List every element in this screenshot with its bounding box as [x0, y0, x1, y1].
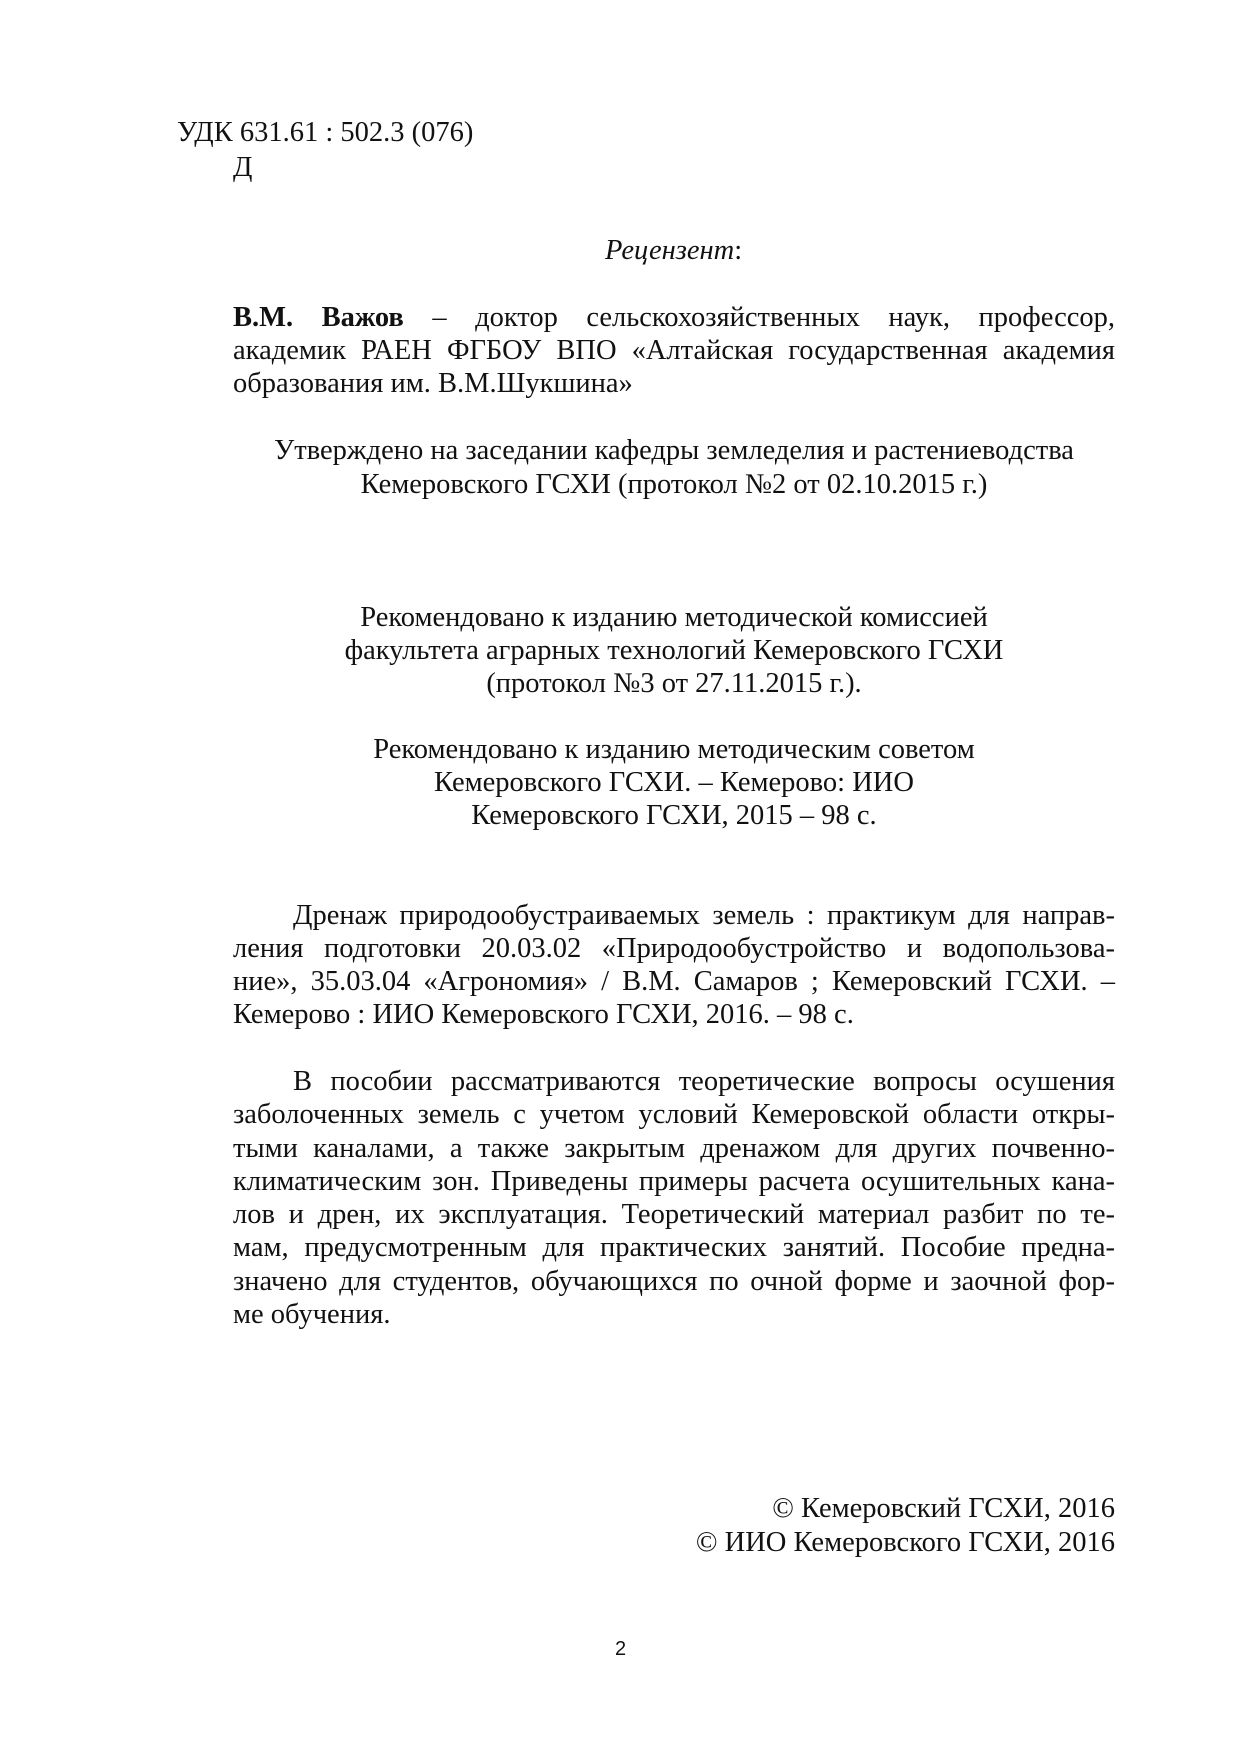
udk-classification: УДК 631.61 : 502.3 (076) — [177, 117, 474, 148]
copyright-line-2: © ИИО Кемеровского ГСХИ, 2016 — [695, 1527, 1115, 1558]
abstract-line-3: тыми каналами, а также закрытым дренажом для других почвенно- — [233, 1132, 1115, 1164]
council-recommendation — [233, 733, 1115, 832]
approval-note — [233, 434, 1115, 502]
reviewer-heading-label: Рецензент — [605, 235, 735, 266]
reviewer-line-2: академик РАЕН ФГБОУ ВПО «Алтайская государственная академия — [233, 335, 1115, 366]
reviewer-name: В.М. Важов — [233, 302, 404, 333]
abstract-line-2: заболоченных земель с учетом условий Кемеровской области откры- — [233, 1099, 1115, 1131]
reviewer-info — [233, 301, 1115, 400]
commission-recommendation — [233, 601, 1115, 700]
commission-line-2: факультета аграрных технологий Кемеровского ГСХИ — [344, 635, 1004, 666]
commission-line-3: (протокол №3 от 27.11.2015 г.). — [486, 668, 862, 699]
reviewer-heading-colon: : — [734, 235, 743, 266]
abstract-line-6: мам, предусмотренным для практических занятий. Пособие предна- — [233, 1232, 1115, 1264]
copyright-block — [233, 1492, 1115, 1560]
biblio-line-4: Кемерово : ИИО Кемеровского ГСХИ, 2016. – 98 с. — [233, 999, 854, 1030]
abstract-line-8: ме обучения. — [233, 1299, 391, 1331]
biblio-line-1: Дренаж природообустраиваемых земель : практикум для направ- — [293, 900, 1115, 931]
biblio-line-3: ние», 35.03.04 «Агрономия» / В.М. Самаров ; Кемеровский ГСХИ. – — [233, 966, 1115, 997]
abstract-line-1: В пособии рассматриваются теоретические вопросы осушения — [293, 1066, 1115, 1097]
approval-line-1: Утверждено на заседании кафедры земледелия и растениеводства — [274, 435, 1074, 466]
reviewer-title: – доктор сельскохозяйственных наук, профессор, — [432, 302, 1116, 333]
page-number: 2 — [614, 1638, 627, 1660]
copyright-line-1: © Кемеровский ГСХИ, 2016 — [772, 1493, 1115, 1524]
abstract-line-5: лов и дрен, их эксплуатация. Теоретический материал разбит по те- — [233, 1199, 1115, 1231]
abstract-line-4: климатическим зон. Приведены примеры расчета осушительных кана- — [233, 1165, 1115, 1197]
council-line-2: Кемеровского ГСХИ. – Кемерово: ИИО — [434, 767, 914, 798]
biblio-line-2: ления подготовки 20.03.02 «Природообустройство и водопользова- — [233, 933, 1115, 964]
council-line-1: Рекомендовано к изданию методическим советом — [373, 734, 975, 765]
commission-line-1: Рекомендовано к изданию методической комиссией — [360, 602, 988, 633]
abstract-line-7: значено для студентов, обучающихся по очной форме и заочной фор- — [233, 1265, 1115, 1297]
abstract — [233, 1065, 1115, 1331]
approval-line-2: Кемеровского ГСХИ (протокол №2 от 02.10.2015 г.) — [360, 469, 988, 500]
reviewer-line-1 — [233, 301, 1115, 334]
author-sign: Д — [233, 152, 253, 183]
council-line-3: Кемеровского ГСХИ, 2015 – 98 с. — [471, 800, 877, 831]
reviewer-line-3: образования им. В.М.Шукшина» — [233, 368, 633, 399]
bibliographic-description — [233, 899, 1115, 1031]
